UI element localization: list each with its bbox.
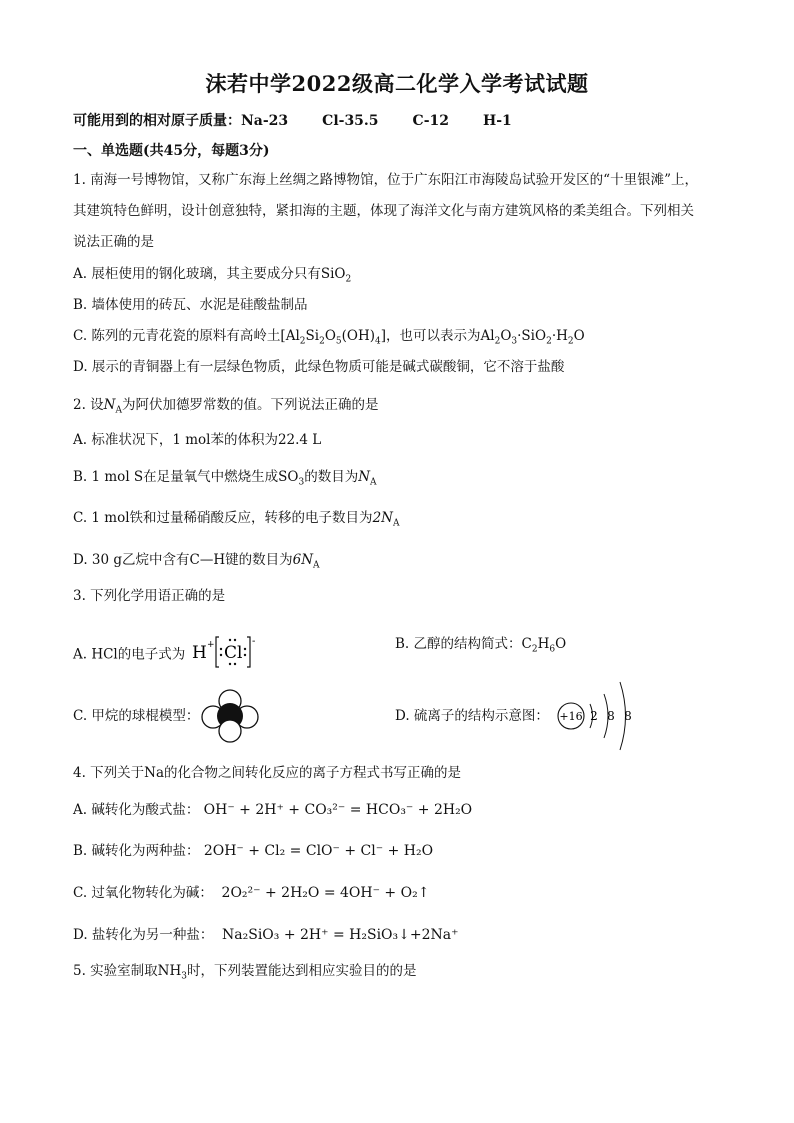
- shell-3-electrons: 8: [624, 709, 632, 723]
- q5-stem: 5. 实验室制取$NH_3$时，下列装置能达到相应实验目的的是: [73, 963, 417, 982]
- q4-option-b: B. 碱转化为两种盐： 2OH⁻ + Cl₂ = ClO⁻ + Cl⁻ + H₂O: [73, 843, 434, 859]
- q4-stem: 4. 下列关于Na的化合物之间转化反应的离子方程式书写正确的是: [73, 765, 462, 781]
- mass-h: H-1: [482, 113, 512, 129]
- q3-option-b: B. 乙醇的结构简式：$C_2H_6O$: [395, 636, 567, 655]
- q4-option-d: D. 盐转化为另一种盐： Na₂SiO₃ + 2H⁺ = H₂SiO₃↓+2Na⁺: [73, 927, 459, 943]
- nucleus-charge: +16: [559, 710, 583, 723]
- masses-label: 可能用到的相对原子质量：: [73, 113, 241, 129]
- q2-option-d: D. 30 g乙烷中含有C—H键的数目为$6N_A$: [73, 552, 320, 571]
- h-plus-symbol: H: [191, 643, 207, 663]
- q4-option-c: C. 过氧化物转化为碱： 2O₂²⁻ + 2H₂O = 4OH⁻ + O₂↑: [73, 885, 430, 901]
- mass-cl: Cl-35.5: [322, 113, 379, 129]
- q1-option-c: C. 陈列的元青花瓷的原料有高岭土$[Al_2Si_2O_5(OH)_4]$，也可以表示为$Al_2O_3\cdot SiO_2\cdot H_2O$: [73, 328, 585, 347]
- svg-text:-: -: [251, 636, 255, 647]
- mass-na: Na-23: [241, 113, 289, 129]
- q1-stem-2: 其建筑特色鲜明，设计创意独特，紧扣海的主题，体现了海洋文化与南方建筑风格的柔美组合。下列相关: [73, 203, 694, 219]
- section-heading: 一、单选题(共45分，每题3分): [73, 143, 270, 159]
- q4-option-a: A. 碱转化为酸式盐： OH⁻ + 2H⁺ + CO₃²⁻ = HCO₃⁻ + 2H₂O: [73, 802, 473, 818]
- methane-ball-stick-model: [200, 688, 260, 744]
- q4-c-equation: 2O₂²⁻ + 2H₂O = 4OH⁻ + O₂↑: [221, 885, 430, 901]
- q1-stem-3: 说法正确的是: [73, 234, 154, 250]
- svg-text:+: +: [206, 640, 215, 650]
- q2-stem: 2. 设$N_A$为阿伏加德罗常数的值。下列说法正确的是: [73, 397, 379, 416]
- q2-option-a: A. 标准状况下，1 mol苯的体积为22.4 L: [73, 432, 322, 448]
- q1-option-d: D. 展示的青铜器上有一层绿色物质，此绿色物质可能是碱式碳酸铜，它不溶于盐酸: [73, 359, 565, 375]
- q4-b-equation: 2OH⁻ + Cl₂ = ClO⁻ + Cl⁻ + H₂O: [203, 843, 434, 859]
- cl-symbol: Cl: [223, 643, 243, 663]
- q1-option-a: A. 展柜使用的钢化玻璃，其主要成分只有SiO$_2$: [73, 266, 352, 285]
- q1-option-b: B. 墙体使用的砖瓦、水泥是硅酸盐制品: [73, 297, 308, 313]
- hcl-electron-formula: [190, 634, 262, 676]
- q3-option-d: D. 硫离子的结构示意图：: [395, 708, 549, 724]
- q2-option-b: B. 1 mol S在足量氧气中燃烧生成$SO_3$的数目为$N_A$: [73, 469, 377, 488]
- sulfide-ion-structure-diagram: [554, 678, 638, 754]
- q1-stem-1: 1. 南海一号博物馆，又称广东海上丝绸之路博物馆，位于广东阳江市海陵岛试验开发区的“十里银滩”上，: [73, 172, 698, 188]
- shell-1-electrons: 2: [590, 709, 598, 723]
- page-title: 沫若中学2022级高二化学入学考试试题: [205, 71, 589, 96]
- q3-stem: 3. 下列化学用语正确的是: [73, 588, 226, 604]
- q2-option-c: C. 1 mol铁和过量稀硝酸反应，转移的电子数目为$2N_A$: [73, 510, 400, 529]
- q4-a-equation: OH⁻ + 2H⁺ + CO₃²⁻ = HCO₃⁻ + 2H₂O: [203, 802, 473, 818]
- q3-option-a: A. HCl的电子式为 H + Cl -: [73, 634, 262, 676]
- q4-d-equation: Na₂SiO₃ + 2H⁺ = H₂SiO₃↓+2Na⁺: [222, 927, 459, 943]
- q3-option-c: C. 甲烷的球棍模型：: [73, 708, 200, 724]
- hcl-electron-diagram: [190, 634, 262, 670]
- shell-2-electrons: 8: [607, 709, 615, 723]
- mass-c: C-12: [412, 113, 449, 129]
- atomic-masses: [73, 110, 546, 130]
